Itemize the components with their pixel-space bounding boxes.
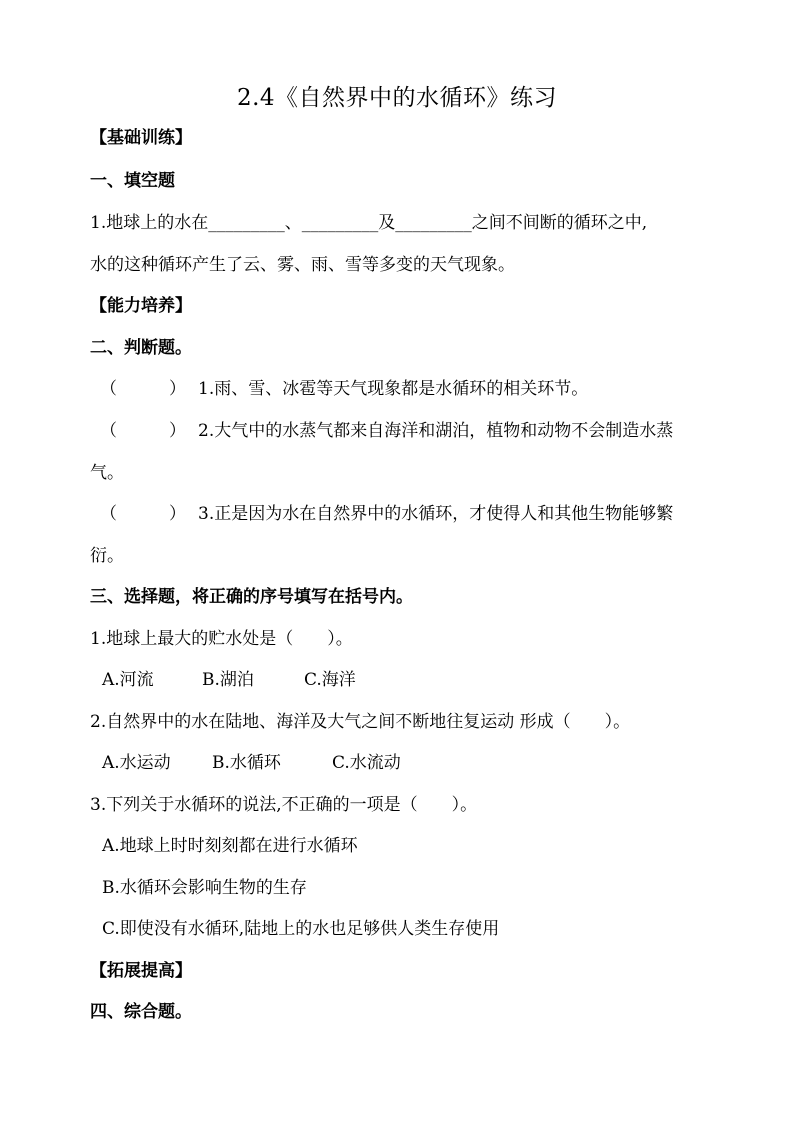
choice-option: C.海洋	[304, 670, 356, 690]
fill-question-1-line-1: 1.地球上的水在_________、_________及_________之间不间断的循环之中,	[90, 213, 648, 233]
judge-question-3-text: 3.正是因为水在自然界中的水循环，才使得人和其他生物能够繁	[198, 504, 674, 524]
answer-parentheses: （ ）	[100, 379, 186, 399]
judge-question-2	[100, 419, 673, 443]
choice-question-3-option-c: C.即使没有水循环,陆地上的水也足够供人类生存使用	[102, 919, 500, 939]
choice-question-2-options	[102, 751, 401, 775]
judge-question-2-continued: 气。	[90, 463, 124, 483]
choice-question-3-option-a: A.地球上时时刻刻都在进行水循环	[102, 836, 358, 856]
choice-question-3-stem: 3.下列关于水循环的说法,不正确的一项是（ ）。	[90, 795, 478, 815]
choice-question-2-stem: 2.自然界中的水在陆地、海洋及大气之间不断地往复运动 形成（ ）。	[90, 712, 631, 732]
choice-question-1-stem: 1.地球上最大的贮水处是（ ）。	[90, 629, 353, 649]
page-title: 2.4《自然界中的水循环》练习	[236, 85, 558, 111]
judge-heading: 二、判断题。	[90, 338, 192, 358]
judge-question-3	[100, 502, 673, 526]
choice-heading: 三、选择题，将正确的序号填写在括号内。	[90, 587, 413, 607]
choice-option: A.水运动	[102, 753, 171, 773]
composite-heading: 四、综合题。	[90, 1002, 192, 1022]
judge-question-3-continued: 衍。	[90, 546, 124, 566]
choice-option: B.湖泊	[202, 670, 254, 690]
judge-question-1	[100, 377, 588, 401]
judge-question-1-text: 1.雨、雪、冰雹等天气现象都是水循环的相关环节。	[198, 379, 589, 399]
section-ability-training: 【能力培养】	[90, 296, 192, 316]
choice-question-1-options	[102, 668, 356, 692]
answer-parentheses: （ ）	[100, 504, 186, 524]
fill-question-1-line-2: 水的这种循环产生了云、雾、雨、雪等多变的天气现象。	[90, 255, 515, 275]
choice-option: C.水流动	[332, 753, 401, 773]
choice-option: A.河流	[102, 670, 154, 690]
section-basic-training: 【基础训练】	[90, 128, 192, 148]
answer-parentheses: （ ）	[100, 421, 186, 441]
choice-question-3-option-b: B.水循环会影响生物的生存	[102, 878, 307, 898]
section-extension: 【拓展提高】	[90, 961, 192, 981]
choice-option: B.水循环	[212, 753, 281, 773]
judge-question-2-text: 2.大气中的水蒸气都来自海洋和湖泊，植物和动物不会制造水蒸	[198, 421, 674, 441]
fill-blank-heading: 一、填空题	[90, 171, 175, 191]
